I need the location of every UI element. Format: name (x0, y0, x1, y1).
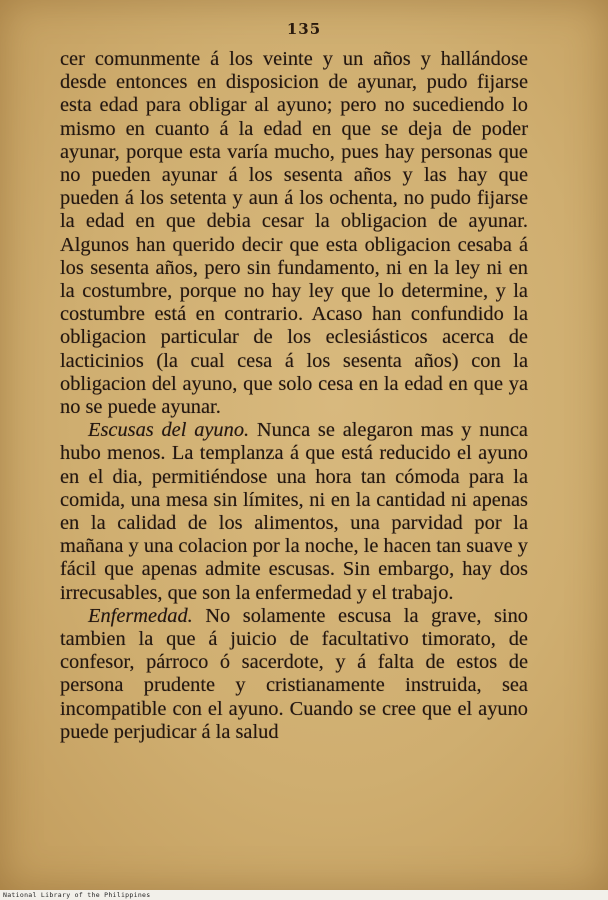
library-credit: National Library of the Philippines (3, 891, 151, 899)
page-number: 135 (286, 20, 322, 38)
section-heading-escusas: Escusas del ayuno. (88, 419, 250, 442)
paragraph-3-text: No solamente escusa la grave, sino tambien la que á juicio de facultativo timorato, de confesor, párroco ó sacerdote, y á falta de estos de persona prudente y cristianamente instruida, sea incompatible con el ayuno. Cuando se cree que el ayuno puede perjudicar á la salud (60, 604, 528, 743)
section-heading-enfermedad: Enfermedad. (88, 604, 193, 627)
body-text (60, 48, 528, 744)
paragraph-1 (60, 48, 528, 419)
paragraph-1-text: cer comunmente á los veinte y un años y hallándose desde entonces en disposicion de ayunar, pudo fijarse esta edad para obligar al ayuno; pero no sucediendo lo mismo en cuanto á la edad en que se deja de poder ayunar, porque esta varía mucho, pues hay personas que no pueden ayunar á los sesenta años y las hay que pueden á los setenta y aun á los ochenta, no pudo fijarse la edad en que debia cesar la obligacion de ayunar. Algunos han querido decir que esta obligacion cesaba á los sesenta años, pero sin fundamento, ni en la ley ni en la costumbre, porque no hay ley que lo determine, y la costumbre está en contrario. Acaso han confundido la obligacion particular de los eclesiásticos acerca de lacticinios (la cual cesa á los sesenta años) con la obligacion del ayuno, que solo cesa en la edad en que ya no se puede ayunar. (60, 48, 528, 419)
paragraph-3 (60, 605, 528, 744)
paragraph-2 (60, 419, 528, 605)
paragraph-2-text: Nunca se alegaron mas y nunca hubo menos. La templanza á que está reducido el ayuno en el dia, permitiéndose una hora tan cómoda para la comida, una mesa sin límites, ni en la cantidad ni apenas en la calidad de los alimentos, una parvidad por la mañana y una colacion por la noche, le hacen tan suave y fácil que apenas admite escusas. Sin embargo, hay dos irrecusables, que son la enfermedad y el trabajo. (60, 419, 528, 604)
